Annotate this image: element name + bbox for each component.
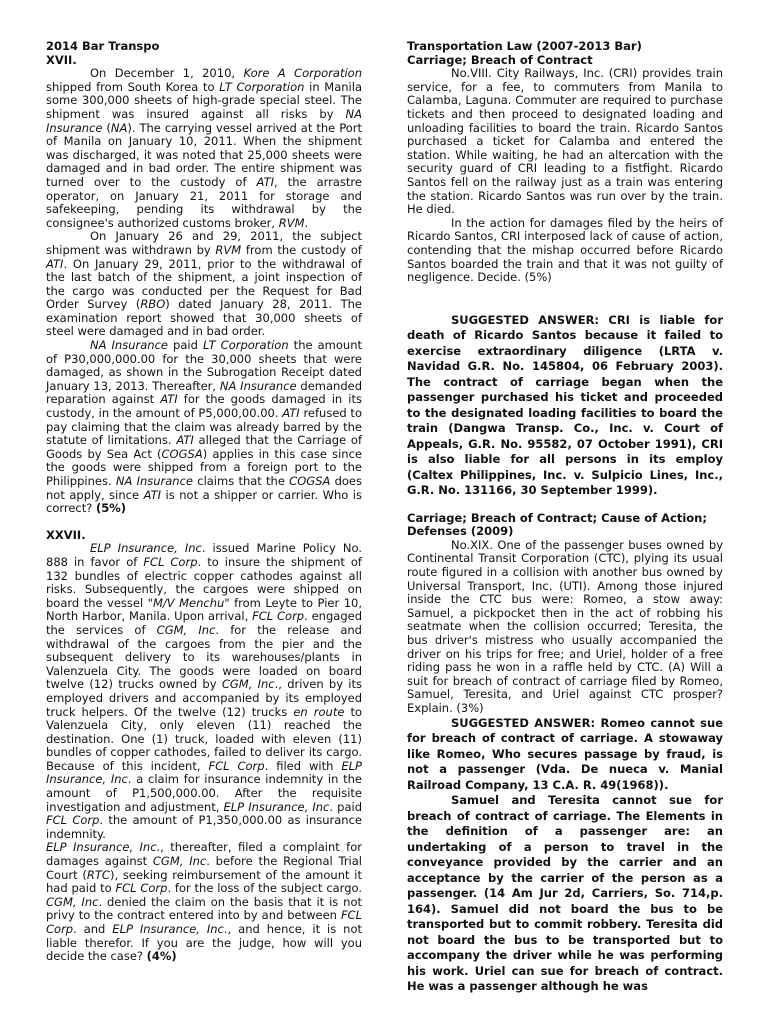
question-xix-suggested-answer-samuel-teresita: Samuel and Teresita cannot sue for breach of contract of carriage. The Elements in the definition of a passenger are: an undertaking of a person to travel in the conveyance provided by the carrier and an acceptance by the carrier of the person as a passenger. (14 Am Jur 2d, Carriers, So. 714,p. 164). Samuel did not board the bus to be transported but to commit robbery. Teresita did not board the bus to be transported but to accompany the driver while he was performing his work. Uriel can sue for breach of contract. He was a passenger although he was (407, 793, 723, 994)
question-viii-paragraph-2: In the action for damages filed by the heirs of Ricardo Santos, CRI interposed lack of cause of action, contending that the mishap occurred before Ricardo Santos boarded the train and that it was not guilty of negligence. Decide. (5%) (407, 215, 723, 285)
section-subheading-cause-of-action: Carriage; Breach of Contract; Cause of Action; Defenses (2009) (407, 510, 707, 539)
question-number-xvii: XVII. (46, 52, 77, 67)
question-number-xxvii: XXVII. (46, 527, 86, 542)
question-viii-suggested-answer: SUGGESTED ANSWER: CRI is liable for death of Ricardo Santos because it failed to exercise extraordinary diligence (LRTA v. Navidad G.R. No. 145804, 06 February 2003). The contract of carriage began when the passenger purchased his ticket and proceeded to the designated loading facilities to board the train (Dangwa Transp. Co., Inc. v. Court of Appeals, G.R. No. 95582, 07 October 1991), CRI is also liable for all persons in its employ (Caltex Philippines, Inc. v. Sulpicio Lines, Inc., G.R. No. 131166, 30 September 1999). (407, 312, 723, 498)
question-xvii-paragraph-1: On December 1, 2010, Kore A Corporation shipped from South Korea to LT Corporation in Manila some 300,000 sheets of high-grade special steel. The shipment was insured against all risks by NA Insurance (NA). The carrying vessel arrived at the Port of Manila on January 10, 2011. When the shipment was discharged, it was noted that 25,000 sheets were damaged and in bad order. The entire shipment was turned over to the custody of ATI, the arrastre operator, on January 21, 2011 for storage and safekeeping, pending its withdrawal by the consignee's authorized customs broker, RVM. (46, 66, 362, 230)
question-xxvii-paragraph-2: ELP Insurance, Inc., thereafter, filed a complaint for damages against CGM, Inc. before the Regional Trial Court (RTC), seeking reimbursement of the amount it had paid to FCL Corp. for the loss of the subject cargo. CGM, Inc. denied the claim on the basis that it is not privy to the contract entered into by and between FCL Corp. and ELP Insurance, Inc., and hence, it is not liable therefor. If you are the judge, how will you decide the case? (4%) (46, 840, 363, 964)
question-viii-paragraph-1: No.VIII. City Railways, Inc. (CRI) provides train service, for a fee, to commuters from Manila to Calamba, Laguna. Commuter are required to purchase tickets and then proceed to designated loading and unloading facilities to board the train. Ricardo Santos purchased a ticket for Calamba and entered the station. While waiting, he had an altercation with the security guard of CRI leading to a fistfight. Ricardo Santos fell on the railway just as a train was entering the station. Ricardo Santos was run over by the train. He died. (407, 66, 723, 217)
question-xix-suggested-answer-romeo: SUGGESTED ANSWER: Romeo cannot sue for breach of contract of carriage. A stowaway like Romeo, Who secures passage by fraud, is not a passenger (Vda. De nueca v. Manial Railroad Company, 13 C.A. R. 49(1968)). (407, 715, 723, 792)
question-xix-paragraph: No.XIX. One of the passenger buses owned by Continental Transit Corporation (CTC), plying its usual route figured in a collision with another bus owned by Universal Transport, Inc. (UTI). Among those injured inside the CTC bus were: Romeo, a stow away: Samuel, a pickpocket then in the act of robbing his seatmate when the collision occurred; Teresita, the bus driver's mistress who usually accompanied the driver on his trips for free; and Uriel, holder of a free riding pass he won in a raffle held by CTC. (A) Will a suit for breach of contract of carriage filed by Romeo, Samuel, Teresita, and Uriel against CTC prosper? Explain. (3%) (407, 537, 723, 715)
question-xvii-paragraph-3: NA Insurance paid LT Corporation the amount of P30,000,000.00 for the 30,000 sheets that were damaged, as shown in the Subrogation Receipt dated January 13, 2013. Thereafter, NA Insurance demanded reparation against ATI for the goods damaged in its custody, in the amount of P5,000,00.00. ATI refused to pay claiming that the claim was already barred by the statute of limitations. ATI alleged that the Carriage of Goods by Sea Act (COGSA) applies in this case since the goods were shipped from a foreign port to the Philippines. NA Insurance claims that the COGSA does not apply, since ATI is not a shipper or carrier. Who is correct? (5%) (46, 338, 363, 516)
document-heading: 2014 Bar Transpo (46, 39, 160, 53)
question-xxvii-paragraph-1: ELP Insurance, Inc. issued Marine Policy No. 888 in favor of FCL Corp. to insure the shipment of 132 bundles of electric copper cathodes against all risks. Subsequently, the cargoes were shipped on board the vessel "M/V Menchu" from Leyte to Pier 10, North Harbor, Manila. Upon arrival, FCL Corp. engaged the services of CGM, Inc. for the release and withdrawal of the cargoes from the pier and the subsequent delivery to its warehouses/plants in Valenzuela City. The goods were loaded on board twelve (12) trucks owned by CGM, Inc., driven by its employed drivers and accompanied by its employed truck helpers. Of the twelve (12) trucks en route to Valenzuela City, only eleven (11) reached the destination. One (1) truck, loaded with eleven (11) bundles of copper cathodes, failed to deliver its cargo. Because of this incident, FCL Corp. filed with ELP Insurance, Inc. a claim for insurance indemnity in the amount of P1,500,000.00. After the requisite investigation and adjustment, ELP Insurance, Inc. paid FCL Corp. the amount of P1,350,000.00 as insurance indemnity. (46, 541, 363, 841)
question-xvii-paragraph-2: On January 26 and 29, 2011, the subject shipment was withdrawn by RVM from the custody of ATI. On January 29, 2011, prior to the withdrawal of the last batch of the shipment, a joint inspection of the cargo was conducted per the Request for Bad Order Survey (RBO) dated January 28, 2011. The examination report showed that 30,000 sheets of steel were damaged and in bad order. (46, 229, 362, 339)
section-heading-transportation-law: Transportation Law (2007-2013 Bar) (407, 39, 642, 53)
left-column (46, 40, 362, 964)
section-subheading-breach-of-contract: Carriage; Breach of Contract (407, 52, 593, 67)
right-column (407, 40, 723, 995)
